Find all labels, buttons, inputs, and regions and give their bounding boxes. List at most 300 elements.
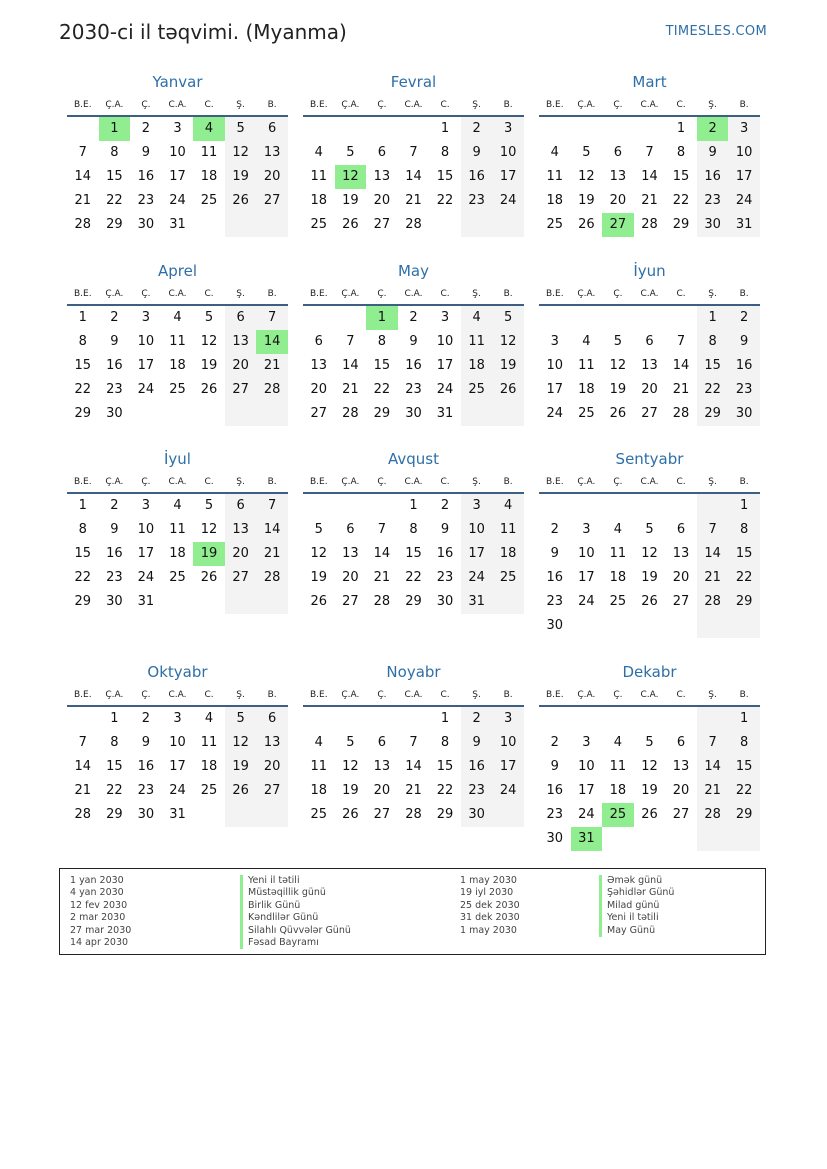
day-cell: 25 [310, 217, 328, 232]
day-cell: 27 [672, 807, 690, 822]
empty-cell [539, 707, 571, 731]
day-cell: 24 [546, 406, 564, 421]
day-cell: 20 [672, 570, 690, 585]
day-cell: 19 [225, 755, 257, 779]
empty-cell [67, 117, 99, 141]
day-cell: 20 [342, 570, 359, 585]
day-cell: 18 [200, 759, 218, 774]
day-cell: 13 [609, 169, 627, 184]
month-name: Yanvar [152, 73, 203, 91]
day-cell: 11 [169, 334, 186, 349]
day-grid [539, 306, 760, 426]
day-cell: 16 [137, 759, 155, 774]
day-cell: 9 [141, 735, 151, 750]
day-cell: 28 [373, 594, 391, 609]
legend-holiday-name: Fəsad Bayramı [240, 937, 351, 949]
legend-holiday-name: Əmək günü [599, 875, 674, 887]
day-cell: 14 [405, 759, 422, 774]
day-cell: 27 [310, 406, 328, 421]
empty-cell [728, 614, 760, 638]
day-cell: 21 [342, 382, 359, 397]
day-cell: 9 [461, 731, 493, 755]
weekday-label: C.A. [640, 100, 659, 110]
weekday-label: Ç.A. [341, 100, 360, 110]
day-cell: 4 [582, 334, 591, 349]
empty-cell [571, 707, 603, 731]
day-cell: 7 [697, 731, 729, 755]
day-cell: 29 [74, 406, 92, 421]
weekday-label: B. [739, 289, 749, 299]
legend-holiday-name: Kəndlilər Günü [240, 912, 351, 924]
day-cell: 31 [436, 406, 454, 421]
day-cell: 15 [672, 169, 690, 184]
day-cell: 24 [436, 382, 454, 397]
empty-cell [225, 402, 257, 426]
empty-cell [492, 402, 524, 426]
day-cell: 12 [609, 358, 627, 373]
day-cell: 21 [256, 542, 288, 566]
legend-holiday-name: Silahlı Qüvvələr Günü [240, 925, 351, 937]
day-cell: 18 [310, 783, 328, 798]
day-cell: 30 [405, 406, 422, 421]
day-cell: 5 [204, 498, 214, 513]
day-cell: 11 [578, 358, 595, 373]
day-cell: 4 [204, 711, 214, 726]
day-cell: 12 [200, 522, 218, 537]
empty-cell [303, 306, 335, 330]
day-cell: 25 [609, 594, 627, 609]
day-cell: 31 [461, 590, 493, 614]
legend-date: 25 dek 2030 [460, 899, 520, 911]
day-cell: 7 [377, 522, 387, 537]
day-cell: 28 [697, 590, 729, 614]
empty-cell [162, 402, 194, 426]
day-cell: 3 [440, 310, 450, 325]
day-cell: 3 [582, 522, 591, 537]
empty-cell [665, 494, 697, 518]
empty-cell [225, 590, 257, 614]
day-cell: 15 [373, 358, 391, 373]
day-cell: 1 [440, 121, 450, 136]
weekday-label: C. [440, 100, 450, 110]
weekday-header [539, 95, 760, 117]
month-name: İyul [164, 450, 191, 468]
weekday-label: Ç.A. [105, 690, 124, 700]
month-name: İyun [633, 262, 666, 280]
weekday-header [303, 284, 524, 306]
empty-cell [634, 707, 666, 731]
weekday-header [67, 685, 288, 707]
day-cell: 23 [697, 189, 729, 213]
legend-holiday-name: Yeni il tətili [240, 875, 351, 887]
day-cell: 7 [256, 306, 288, 330]
day-cell: 28 [697, 803, 729, 827]
day-cell: 15 [106, 169, 123, 184]
empty-cell [634, 614, 666, 638]
day-cell: 5 [613, 334, 623, 349]
day-cell: 1 [697, 306, 729, 330]
day-cell: 15 [436, 169, 454, 184]
day-cell: 21 [373, 570, 391, 585]
weekday-label: Ş. [472, 690, 481, 700]
weekday-header [303, 472, 524, 494]
day-cell: 19 [609, 382, 627, 397]
day-cell: 24 [578, 807, 595, 822]
site-link[interactable]: TIMESLES.COM [665, 24, 767, 39]
day-cell: 19 [225, 165, 257, 189]
day-cell: 16 [436, 546, 454, 561]
weekday-label: Ç.A. [577, 100, 596, 110]
day-cell: 24 [169, 193, 186, 208]
day-cell: 14 [373, 546, 391, 561]
day-cell: 27 [256, 779, 288, 803]
day-cell: 21 [641, 193, 658, 208]
weekday-label: C. [676, 477, 686, 487]
weekday-label: B.E. [73, 289, 92, 299]
weekday-header [539, 685, 760, 707]
day-cell: 19 [342, 193, 359, 208]
day-cell: 18 [200, 169, 218, 184]
day-cell: 17 [492, 165, 524, 189]
weekday-label: Ş. [472, 289, 481, 299]
day-cell: 26 [310, 594, 328, 609]
month-name: Mart [632, 73, 667, 91]
weekday-label: B. [267, 289, 277, 299]
day-cell: 10 [728, 141, 760, 165]
day-cell: 9 [440, 522, 450, 537]
day-cell: 27 [225, 566, 257, 590]
day-cell: 9 [728, 330, 760, 354]
month-block [539, 449, 760, 638]
day-cell: 5 [314, 522, 323, 537]
empty-cell [67, 707, 99, 731]
day-cell: 18 [310, 193, 328, 208]
day-cell: 17 [169, 759, 186, 774]
day-cell: 8 [676, 145, 686, 160]
day-cell: 18 [578, 382, 595, 397]
day-cell: 3 [141, 498, 151, 513]
day-cell: 16 [405, 358, 422, 373]
day-cell: 14 [672, 358, 690, 373]
day-cell: 2 [141, 711, 151, 726]
day-cell: 21 [672, 382, 690, 397]
day-cell: 13 [225, 330, 257, 354]
weekday-label: Ç.A. [341, 477, 360, 487]
holiday-day-cell: 27 [602, 213, 634, 237]
empty-cell [461, 402, 493, 426]
day-grid [67, 494, 288, 614]
day-cell: 3 [173, 121, 182, 136]
day-cell: 16 [546, 783, 564, 798]
empty-cell [602, 707, 634, 731]
day-cell: 12 [641, 759, 658, 774]
day-cell: 4 [314, 145, 323, 160]
day-cell: 19 [578, 193, 595, 208]
day-cell: 28 [641, 217, 658, 232]
day-cell: 2 [110, 310, 119, 325]
day-cell: 5 [346, 735, 355, 750]
day-cell: 1 [110, 711, 119, 726]
day-cell: 6 [377, 145, 387, 160]
month-block [303, 72, 524, 237]
day-cell: 10 [461, 518, 493, 542]
day-cell: 23 [546, 807, 564, 822]
day-cell: 21 [697, 779, 729, 803]
day-cell: 10 [137, 334, 155, 349]
day-cell: 4 [461, 306, 493, 330]
day-cell: 5 [225, 117, 257, 141]
weekday-label: Ç. [377, 100, 387, 110]
day-cell: 13 [672, 546, 690, 561]
weekday-label: C.A. [640, 289, 659, 299]
day-cell: 8 [728, 731, 760, 755]
holiday-day-cell: 1 [99, 117, 131, 141]
month-block [303, 449, 524, 614]
day-cell: 29 [373, 406, 391, 421]
day-cell: 9 [110, 522, 119, 537]
day-cell: 25 [578, 406, 595, 421]
day-cell: 15 [728, 755, 760, 779]
day-cell: 22 [373, 382, 391, 397]
day-cell: 3 [550, 334, 559, 349]
empty-cell [602, 614, 634, 638]
day-cell: 28 [256, 566, 288, 590]
day-cell: 8 [78, 334, 87, 349]
empty-cell [366, 117, 398, 141]
day-cell: 9 [409, 334, 418, 349]
day-cell: 30 [546, 618, 564, 633]
empty-cell [728, 827, 760, 851]
weekday-label: Ç.A. [105, 477, 124, 487]
day-cell: 28 [74, 807, 92, 822]
weekday-label: B. [739, 100, 749, 110]
day-cell: 6 [676, 522, 686, 537]
empty-cell [429, 213, 461, 237]
day-cell: 20 [256, 755, 288, 779]
holiday-day-cell: 14 [256, 330, 288, 354]
empty-cell [335, 494, 367, 518]
empty-cell [303, 707, 335, 731]
weekday-label: Ç.A. [341, 289, 360, 299]
day-cell: 29 [436, 807, 454, 822]
day-cell: 2 [461, 117, 493, 141]
day-cell: 10 [492, 731, 524, 755]
day-cell: 26 [225, 189, 257, 213]
day-cell: 30 [137, 807, 155, 822]
day-cell: 12 [200, 334, 218, 349]
day-grid [303, 707, 524, 827]
day-cell: 13 [310, 358, 328, 373]
weekday-label: Ç. [141, 690, 151, 700]
day-cell: 26 [609, 406, 627, 421]
legend-holiday-name: Birlik Günü [240, 900, 351, 912]
day-cell: 1 [728, 707, 760, 731]
day-cell: 2 [440, 498, 450, 513]
weekday-label: Ç. [141, 100, 151, 110]
day-cell: 2 [409, 310, 418, 325]
day-cell: 3 [173, 711, 182, 726]
weekday-label: B. [503, 690, 513, 700]
day-cell: 11 [461, 330, 493, 354]
day-cell: 18 [609, 783, 627, 798]
day-cell: 2 [110, 498, 119, 513]
day-cell: 15 [697, 354, 729, 378]
empty-cell [303, 494, 335, 518]
empty-cell [335, 306, 367, 330]
day-cell: 6 [346, 522, 355, 537]
day-cell: 28 [672, 406, 690, 421]
day-cell: 23 [546, 594, 564, 609]
day-cell: 22 [436, 193, 454, 208]
day-cell: 7 [346, 334, 355, 349]
weekday-label: B. [267, 690, 277, 700]
day-cell: 24 [578, 594, 595, 609]
day-grid [303, 494, 524, 614]
day-cell: 27 [225, 378, 257, 402]
weekday-label: B.E. [545, 477, 564, 487]
empty-cell [697, 827, 729, 851]
day-cell: 14 [74, 759, 92, 774]
day-cell: 1 [440, 711, 450, 726]
weekday-label: B.E. [545, 289, 564, 299]
empty-cell [492, 803, 524, 827]
day-cell: 1 [78, 498, 87, 513]
day-cell: 6 [676, 735, 686, 750]
day-cell: 23 [405, 382, 422, 397]
weekday-label: B.E. [309, 477, 328, 487]
day-cell: 8 [78, 522, 87, 537]
day-cell: 31 [169, 217, 186, 232]
day-cell: 10 [578, 759, 595, 774]
day-cell: 6 [314, 334, 323, 349]
day-cell: 29 [405, 594, 422, 609]
day-cell: 21 [405, 193, 422, 208]
day-cell: 10 [169, 735, 186, 750]
weekday-label: C.A. [168, 690, 187, 700]
day-cell: 23 [461, 189, 493, 213]
empty-cell [398, 117, 430, 141]
day-cell: 24 [492, 189, 524, 213]
day-cell: 26 [342, 217, 359, 232]
day-cell: 19 [641, 570, 658, 585]
weekday-label: C.A. [640, 477, 659, 487]
day-cell: 26 [578, 217, 595, 232]
empty-cell [492, 590, 524, 614]
day-cell: 29 [728, 803, 760, 827]
day-cell: 30 [106, 594, 123, 609]
month-name: Avqust [388, 450, 439, 468]
weekday-label: Ş. [472, 100, 481, 110]
day-cell: 25 [461, 378, 493, 402]
weekday-label: B.E. [309, 289, 328, 299]
day-cell: 1 [78, 310, 87, 325]
empty-cell [571, 117, 603, 141]
day-cell: 30 [461, 803, 493, 827]
month-block [539, 662, 760, 851]
day-cell: 16 [546, 570, 564, 585]
day-cell: 13 [256, 731, 288, 755]
day-cell: 18 [461, 354, 493, 378]
day-cell: 22 [74, 382, 92, 397]
day-cell: 17 [546, 382, 564, 397]
empty-cell [634, 827, 666, 851]
day-grid [67, 306, 288, 426]
day-cell: 4 [613, 522, 623, 537]
empty-cell [634, 494, 666, 518]
weekday-label: C.A. [404, 100, 423, 110]
day-cell: 9 [550, 759, 559, 774]
day-cell: 16 [106, 546, 123, 561]
legend-date: 4 yan 2030 [70, 887, 124, 899]
day-cell: 21 [697, 566, 729, 590]
holiday-day-cell: 4 [193, 117, 225, 141]
day-cell: 4 [550, 145, 559, 160]
legend-dates-2 [460, 875, 520, 937]
empty-cell [461, 213, 493, 237]
day-cell: 10 [137, 522, 155, 537]
day-cell: 7 [676, 334, 686, 349]
day-cell: 23 [436, 570, 454, 585]
empty-cell [193, 213, 225, 237]
empty-cell [366, 707, 398, 731]
day-cell: 11 [609, 759, 627, 774]
empty-cell [130, 402, 162, 426]
day-cell: 14 [405, 169, 422, 184]
weekday-label: Ç. [377, 690, 387, 700]
day-cell: 23 [106, 382, 123, 397]
day-cell: 24 [169, 783, 186, 798]
day-cell: 11 [310, 169, 328, 184]
legend-dates-1 [70, 875, 131, 949]
day-cell: 11 [200, 145, 218, 160]
day-cell: 11 [546, 169, 564, 184]
day-cell: 4 [613, 735, 623, 750]
day-cell: 17 [169, 169, 186, 184]
legend-holiday-name: Şəhidlər Günü [599, 887, 674, 899]
day-cell: 11 [169, 522, 186, 537]
weekday-label: Ç. [613, 477, 623, 487]
day-cell: 27 [373, 807, 391, 822]
weekday-label: B. [503, 477, 513, 487]
weekday-label: C.A. [404, 289, 423, 299]
day-cell: 10 [492, 141, 524, 165]
weekday-label: Ş. [236, 100, 245, 110]
day-cell: 2 [461, 707, 493, 731]
weekday-label: Ç. [613, 289, 623, 299]
day-grid [539, 117, 760, 237]
day-cell: 16 [461, 165, 493, 189]
day-cell: 6 [225, 306, 257, 330]
day-cell: 21 [74, 193, 92, 208]
empty-cell [571, 494, 603, 518]
day-cell: 9 [697, 141, 729, 165]
day-cell: 17 [492, 755, 524, 779]
day-cell: 29 [106, 807, 123, 822]
empty-cell [193, 402, 225, 426]
empty-cell [539, 494, 571, 518]
day-cell: 14 [697, 755, 729, 779]
day-cell: 3 [728, 117, 760, 141]
empty-cell [398, 707, 430, 731]
weekday-header [539, 472, 760, 494]
day-cell: 30 [106, 406, 123, 421]
day-cell: 22 [672, 193, 690, 208]
empty-cell [665, 614, 697, 638]
day-cell: 12 [310, 546, 328, 561]
day-cell: 24 [137, 570, 155, 585]
day-cell: 7 [256, 494, 288, 518]
empty-cell [366, 494, 398, 518]
